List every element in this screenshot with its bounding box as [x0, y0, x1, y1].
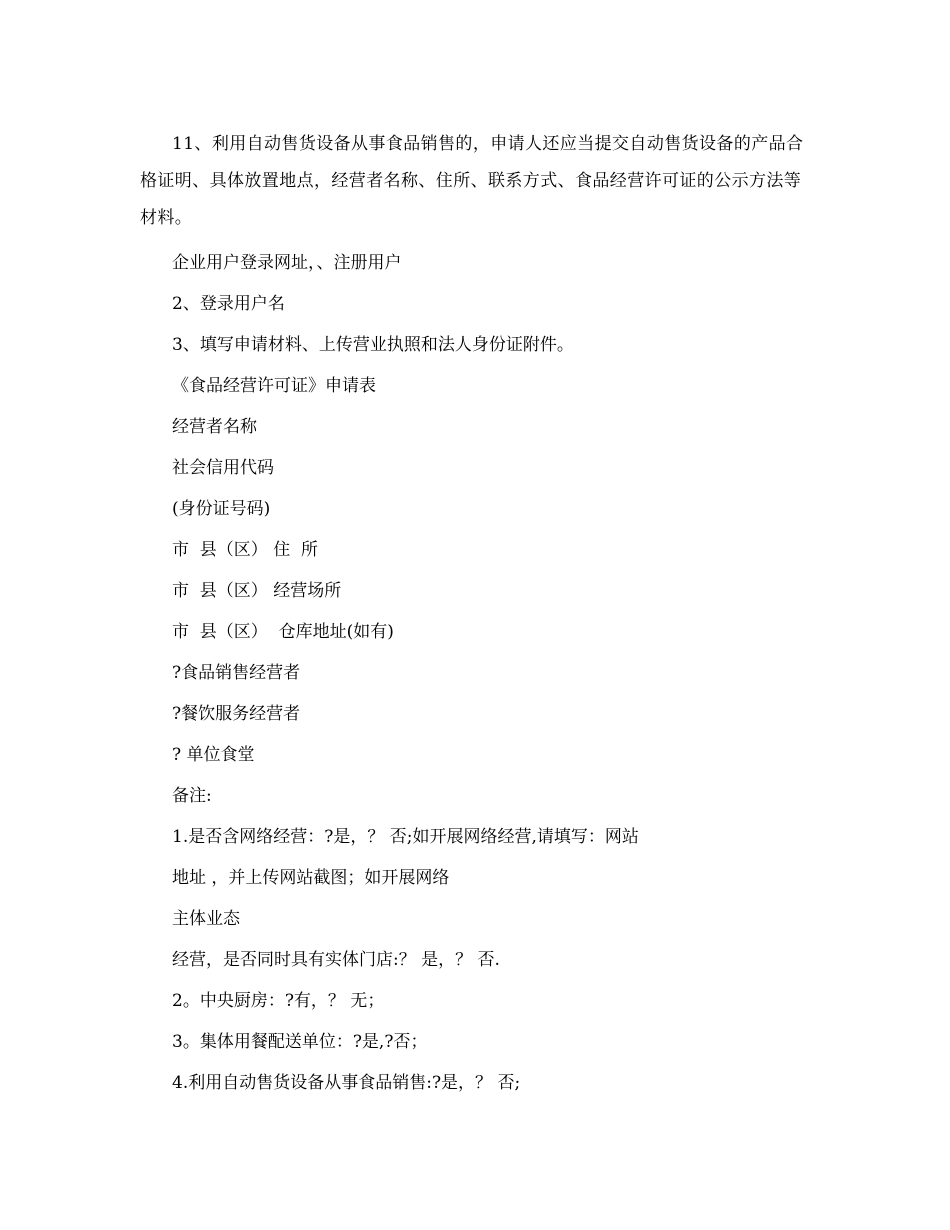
remark-website-address: 地址 ，并上传网站截图；如开展网络	[172, 868, 450, 888]
remark-physical-store: 经营，是否同时具有实体门店:？ 是，？ 否.	[172, 950, 500, 970]
field-warehouse-address: 市 县（区） 仓库地址(如有)	[172, 622, 394, 642]
option-food-sales: ?食品销售经营者	[172, 663, 301, 683]
field-main-business-type: 主体业态	[172, 909, 240, 929]
remark-group-meal: 3。集体用餐配送单位：?是,?否；	[172, 1032, 428, 1052]
intro-paragraph: 11、利用自动售货设备从事食品销售的，申请人还应当提交自动售货设备的产品合格证明、具体放置地点，经营者名称、住所、联系方式、食品经营许可证的公示方法等材料。	[140, 134, 804, 228]
remarks-label: 备注:	[172, 786, 212, 806]
form-title: 《食品经营许可证》申请表	[172, 376, 376, 396]
document-body	[140, 126, 812, 1104]
remark-central-kitchen: 2。中央厨房：?有，？ 无；	[172, 991, 385, 1011]
field-residence: 市 县（区） 住 所	[172, 540, 319, 560]
remark-vending: 4.利用自动售货设备从事食品销售:?是，？ 否;	[172, 1073, 521, 1093]
field-credit-code: 社会信用代码	[172, 458, 274, 478]
line-login-url: 企业用户登录网址，、注册用户	[172, 253, 402, 273]
field-business-premises: 市 县（区） 经营场所	[172, 581, 342, 601]
field-operator-name: 经营者名称	[172, 417, 257, 437]
line-login-username: 2、登录用户名	[172, 294, 285, 314]
field-id-number: (身份证号码)	[172, 499, 271, 519]
line-fill-materials: 3、填写申请材料、上传营业执照和法人身份证附件。	[172, 335, 574, 355]
remark-online-business: 1.是否含网络经营：?是，？ 否;如开展网络经营,请填写：网站	[172, 827, 639, 847]
option-catering: ?餐饮服务经营者	[172, 704, 301, 724]
option-canteen: ? 单位食堂	[172, 745, 255, 765]
